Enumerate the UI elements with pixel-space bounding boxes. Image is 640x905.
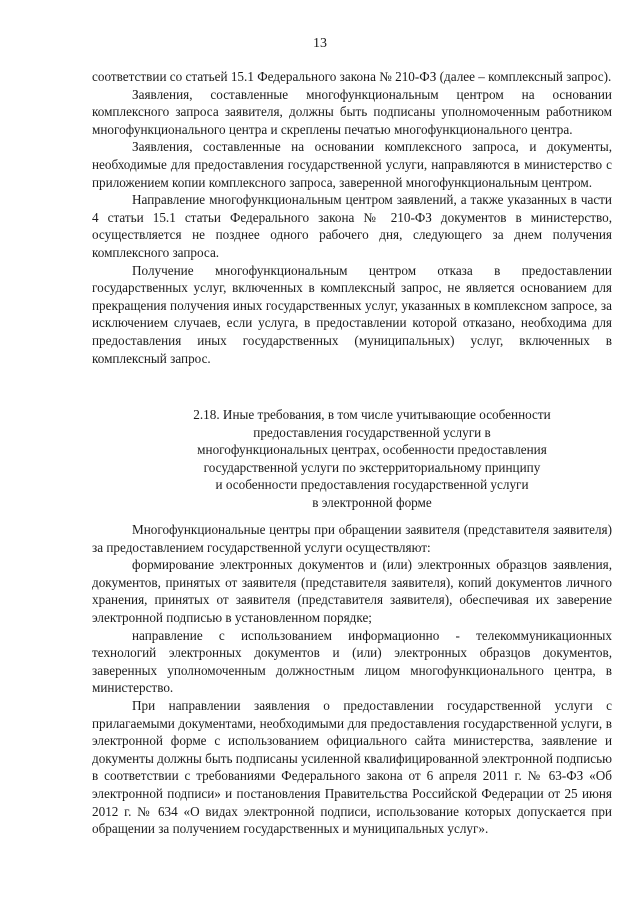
heading-line: 2.18. Иные требования, в том числе учитывающие особенности [193,407,551,422]
section-heading [162,406,582,512]
heading-line: в электронной форме [312,494,432,510]
paragraph: При направлении заявления о предоставлении государственной услуги с прилагаемыми документами, необходимыми для предоставления государственной услуги, в электронной форме с использованием официального сайта министерства, заявление и документы должны быть подписаны усиленной квалифицированной электронной подписью в соответствии с требованиями Федерального закона от 6 апреля 2011 г. № 63-ФЗ «Об электронной подписи» и постановления Правительства Российской Федерации от 25 июня 2012 г. № 634 «О видах электронной подписи, использование которых допускается при обращении за получением государственных и муниципальных услуг». [92,697,612,837]
text-block-mfc-duties [92,521,612,838]
paragraph: Заявления, составленные многофункциональным центром на основании комплексного запроса заявителя, должны быть подписаны уполномоченным работником многофункционального центра и скреплены печатью многофункционального центра. [92,86,612,137]
paragraph: направление с использованием информационно - телекоммуникационных технологий электронных документов и (или) электронных образцов документов, заверенных уполномоченным должностным лицом многофункционального центра, в министерство. [92,627,612,696]
heading-line: предоставления государственной услуги в [253,424,491,440]
paragraph: Заявления, составленные на основании комплексного запроса, и документы, необходимые для предоставления государственной услуги, направляются в министерство с приложением копии комплексного запроса, заверенной многофункциональным центром. [92,139,612,190]
paragraph: формирование электронных документов и (или) электронных образцов заявления, документов, принятых от заявителя (представителя заявителя), копий документов личного хранения, принятых от заявителя (представителя заявителя), обеспечивая их заверение электронной подписью в установленном порядке; [92,557,612,625]
heading-line: многофункциональных центрах, особенности предоставления [197,442,547,458]
paragraph: Направление многофункциональным центром заявлений, а также указанных в части 4 статьи 15.1 статьи Федерального закона № 210-ФЗ документов в министерство, осуществляется не позднее одного рабочего дня, следующего за днем получения комплексного запроса. [92,192,612,260]
text-block-complex-request [92,68,612,367]
paragraph: Получение многофункциональным центром отказа в предоставлении государственных услуг, включенных в комплексный запрос, не является основанием для прекращения получения иных государственных услуг, указанных в комплексном запросе, за исключением случаев, если услуга, в предоставлении которой отказано, необходима для предоставления иных государственных (муниципальных) услуг, включенных в комплексный запрос. [92,262,612,366]
heading-line: и особенности предоставления государственной услуги [215,477,529,493]
paragraph: соответствии со статьей 15.1 Федерального закона № 210-ФЗ (далее – комплексный запрос). [92,69,612,84]
heading-line: государственной услуги по экстерриториальному принципу [203,459,541,475]
paragraph: Многофункциональные центры при обращении заявителя (представителя заявителя) за предоставлением государственной услуги осуществляют: [92,522,612,555]
page-number: 13 [313,36,327,51]
